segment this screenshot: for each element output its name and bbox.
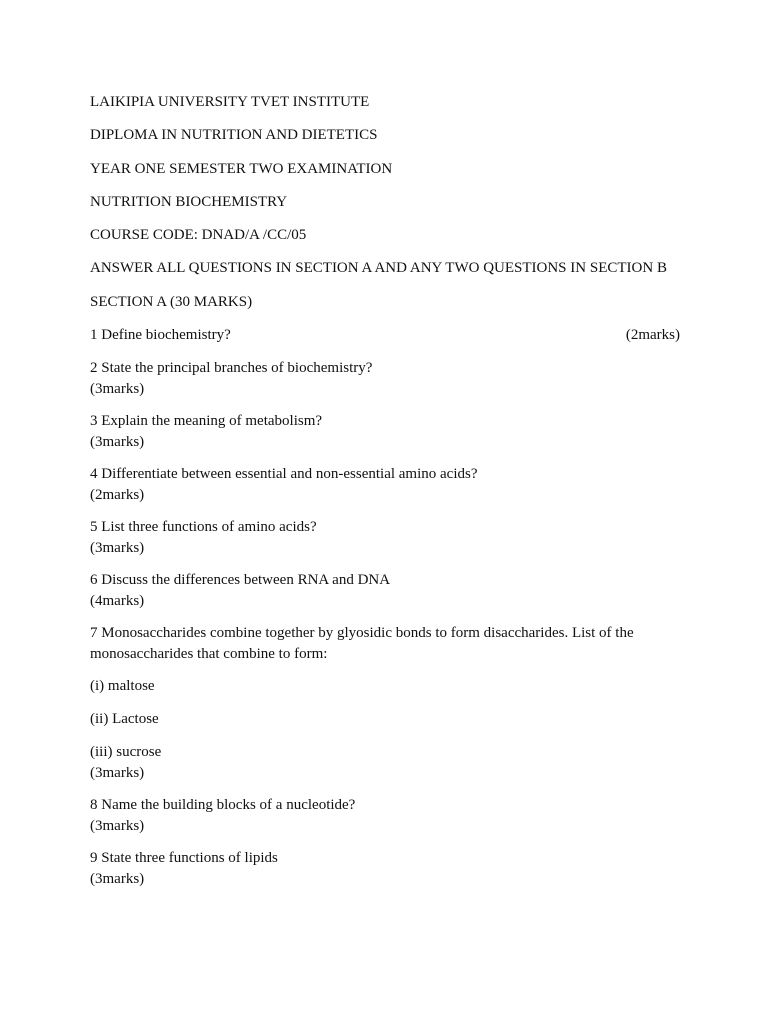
question-marks: (3marks) bbox=[90, 539, 145, 556]
question-9 bbox=[90, 848, 680, 889]
question-marks: (2marks) bbox=[625, 327, 680, 344]
section-heading: SECTION A (30 MARKS) bbox=[90, 293, 253, 310]
sub-question-iii: (iii) sucrose bbox=[90, 744, 162, 761]
question-marks: (3marks) bbox=[90, 870, 145, 887]
program-name: DIPLOMA IN NUTRITION AND DIETETICS bbox=[90, 127, 378, 144]
question-text: 4 Differentiate between essential and non-essential amino acids? bbox=[90, 466, 478, 483]
sub-question-iii-block bbox=[90, 742, 680, 783]
question-text: 7 Monosaccharides combine together by glyosidic bonds to form disaccharides. List of the monosaccharides that combine to form: bbox=[90, 625, 634, 662]
exam-page bbox=[90, 92, 680, 901]
question-1 bbox=[90, 325, 680, 346]
question-text: 3 Explain the meaning of metabolism? bbox=[90, 413, 323, 430]
question-text: 5 List three functions of amino acids? bbox=[90, 519, 317, 536]
course-code: COURSE CODE: DNAD/A /CC/05 bbox=[90, 227, 307, 244]
sub-question-ii: (ii) Lactose bbox=[90, 711, 159, 728]
question-3 bbox=[90, 411, 680, 452]
question-7 bbox=[90, 623, 680, 664]
question-marks: (2marks) bbox=[90, 486, 145, 503]
question-marks: (3marks) bbox=[90, 380, 145, 397]
question-5 bbox=[90, 517, 680, 558]
institution-name: LAIKIPIA UNIVERSITY TVET INSTITUTE bbox=[90, 94, 370, 110]
question-text: 1 Define biochemistry? bbox=[90, 327, 231, 344]
exam-title: YEAR ONE SEMESTER TWO EXAMINATION bbox=[90, 160, 393, 177]
sub-question-i: (i) maltose bbox=[90, 678, 155, 695]
question-marks: (4marks) bbox=[90, 592, 145, 609]
question-2 bbox=[90, 358, 680, 399]
question-marks: (3marks) bbox=[90, 817, 145, 834]
question-marks: (3marks) bbox=[90, 433, 145, 450]
question-marks: (3marks) bbox=[90, 764, 145, 781]
question-text: 2 State the principal branches of biochemistry? bbox=[90, 360, 373, 377]
question-text: 8 Name the building blocks of a nucleotide? bbox=[90, 797, 356, 814]
question-text: 9 State three functions of lipids bbox=[90, 850, 278, 867]
question-text: 6 Discuss the differences between RNA and DNA bbox=[90, 572, 391, 589]
question-6 bbox=[90, 570, 680, 611]
question-8 bbox=[90, 795, 680, 836]
question-4 bbox=[90, 464, 680, 505]
course-name: NUTRITION BIOCHEMISTRY bbox=[90, 193, 288, 210]
exam-instructions: ANSWER ALL QUESTIONS IN SECTION A AND ANY TWO QUESTIONS IN SECTION B bbox=[90, 260, 667, 277]
